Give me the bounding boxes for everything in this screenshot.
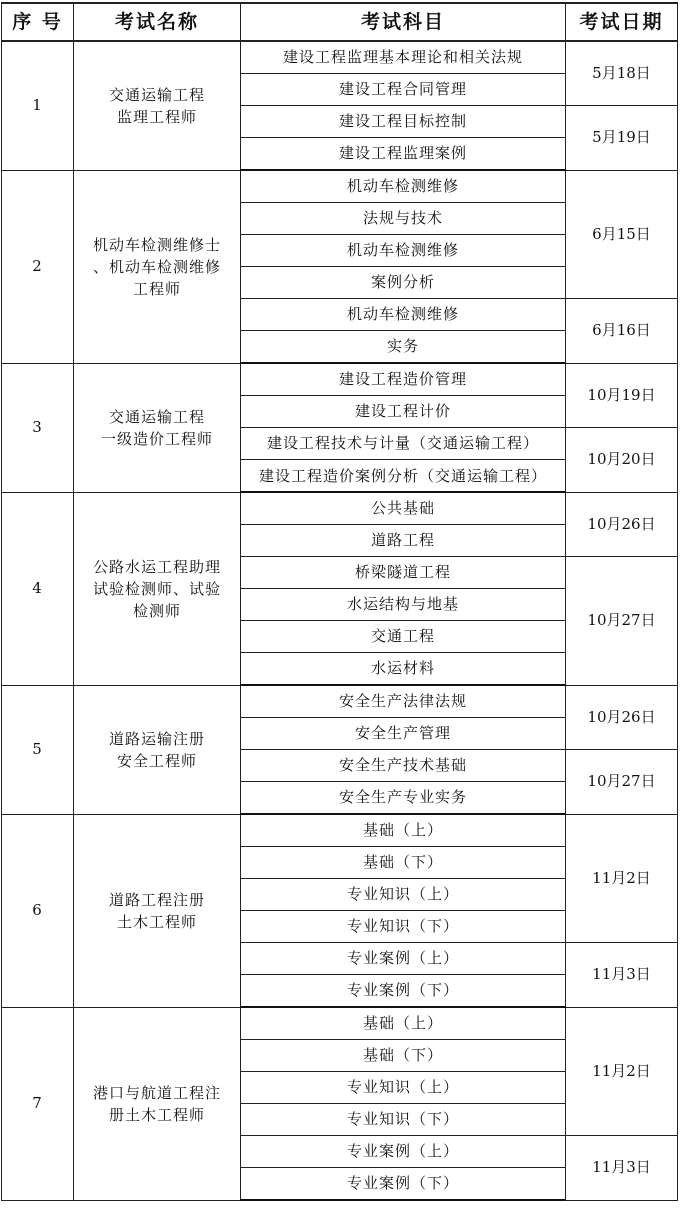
exam-subject: 安全生产法律法规 — [241, 685, 566, 718]
exam-date: 11月3日 — [566, 943, 678, 1008]
exam-subject: 道路工程 — [241, 525, 566, 557]
row-number: 6 — [2, 814, 74, 1007]
exam-name: 交通运输工程 一级造价工程师 — [74, 363, 241, 492]
row-number: 3 — [2, 363, 74, 492]
exam-subject: 专业知识（上） — [241, 1072, 566, 1104]
exam-subject: 基础（上） — [241, 814, 566, 847]
exam-subject: 法规与技术 — [241, 203, 566, 235]
table-header-row — [2, 3, 678, 41]
exam-subject: 专业知识（上） — [241, 879, 566, 911]
exam-subject: 建设工程造价案例分析（交通运输工程） — [241, 460, 566, 493]
exam-date: 11月2日 — [566, 814, 678, 943]
exam-name: 公路水运工程助理 试验检测师、试验 检测师 — [74, 492, 241, 685]
column-header-subject: 考试科目 — [241, 3, 566, 41]
exam-date: 10月20日 — [566, 428, 678, 493]
exam-subject: 建设工程目标控制 — [241, 106, 566, 138]
exam-subject: 安全生产管理 — [241, 718, 566, 750]
column-header-no: 序 号 — [2, 3, 74, 41]
row-number: 5 — [2, 685, 74, 814]
exam-subject: 建设工程合同管理 — [241, 74, 566, 106]
exam-date: 10月27日 — [566, 557, 678, 686]
exam-subject: 专业案例（下） — [241, 1168, 566, 1201]
exam-subject: 建设工程计价 — [241, 396, 566, 428]
exam-subject: 公共基础 — [241, 492, 566, 525]
exam-date: 6月16日 — [566, 299, 678, 364]
column-header-date: 考试日期 — [566, 3, 678, 41]
exam-subject: 水运材料 — [241, 653, 566, 686]
row-number: 1 — [2, 41, 74, 170]
exam-subject: 建设工程监理基本理论和相关法规 — [241, 41, 566, 74]
exam-subject: 专业案例（上） — [241, 1136, 566, 1168]
exam-subject: 基础（下） — [241, 1040, 566, 1072]
exam-subject: 专业知识（下） — [241, 911, 566, 943]
exam-subject: 专业案例（下） — [241, 975, 566, 1008]
exam-name: 交通运输工程 监理工程师 — [74, 41, 241, 170]
exam-date: 10月26日 — [566, 685, 678, 750]
exam-name: 道路运输注册 安全工程师 — [74, 685, 241, 814]
exam-schedule-table — [1, 2, 678, 1201]
exam-date: 10月27日 — [566, 750, 678, 815]
exam-date: 6月15日 — [566, 170, 678, 299]
exam-date: 11月2日 — [566, 1007, 678, 1136]
exam-subject: 机动车检测维修 — [241, 170, 566, 203]
exam-date: 11月3日 — [566, 1136, 678, 1201]
exam-subject: 实务 — [241, 331, 566, 364]
row-number: 4 — [2, 492, 74, 685]
exam-subject: 安全生产技术基础 — [241, 750, 566, 782]
exam-subject: 基础（上） — [241, 1007, 566, 1040]
exam-subject: 建设工程技术与计量（交通运输工程） — [241, 428, 566, 460]
exam-subject: 交通工程 — [241, 621, 566, 653]
exam-subject: 水运结构与地基 — [241, 589, 566, 621]
exam-subject: 安全生产专业实务 — [241, 782, 566, 815]
exam-subject: 建设工程造价管理 — [241, 363, 566, 396]
exam-subject: 基础（下） — [241, 847, 566, 879]
row-number: 7 — [2, 1007, 74, 1200]
exam-date: 5月19日 — [566, 106, 678, 171]
exam-subject: 案例分析 — [241, 267, 566, 299]
exam-subject: 机动车检测维修 — [241, 235, 566, 267]
exam-subject: 专业案例（上） — [241, 943, 566, 975]
exam-date: 5月18日 — [566, 41, 678, 106]
exam-date: 10月26日 — [566, 492, 678, 557]
exam-subject: 机动车检测维修 — [241, 299, 566, 331]
exam-name: 机动车检测维修士 、机动车检测维修 工程师 — [74, 170, 241, 363]
column-header-name: 考试名称 — [74, 3, 241, 41]
exam-subject: 桥梁隧道工程 — [241, 557, 566, 589]
exam-name: 道路工程注册 土木工程师 — [74, 814, 241, 1007]
exam-subject: 建设工程监理案例 — [241, 138, 566, 171]
row-number: 2 — [2, 170, 74, 363]
exam-subject: 专业知识（下） — [241, 1104, 566, 1136]
exam-date: 10月19日 — [566, 363, 678, 428]
exam-name: 港口与航道工程注 册土木工程师 — [74, 1007, 241, 1200]
